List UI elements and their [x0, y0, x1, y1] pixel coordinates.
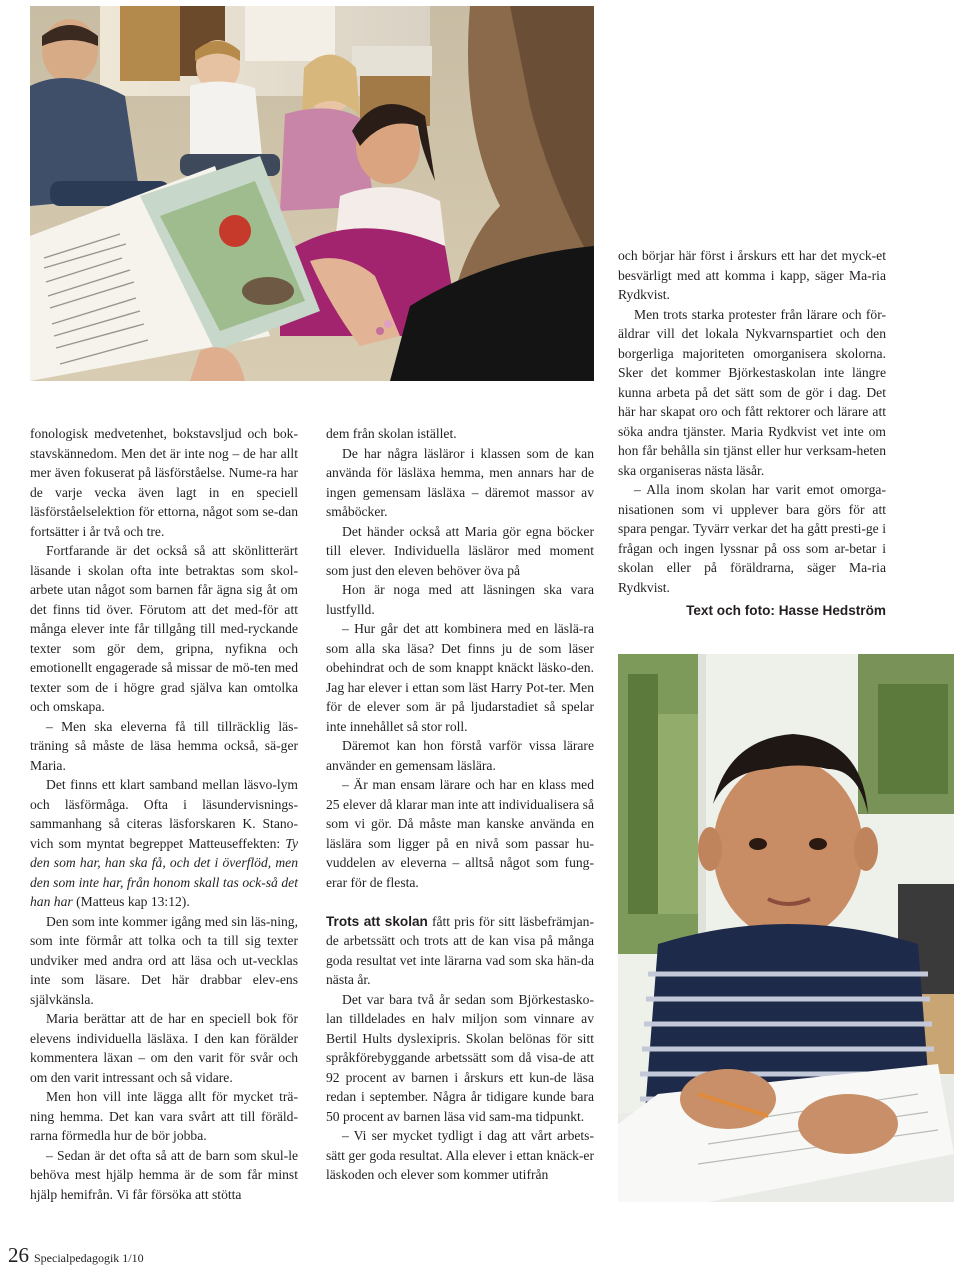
paragraph: – Men ska eleverna få till tillräcklig läs-träning så måste de läsa hemma också, sä-ger Maria.: [30, 718, 298, 773]
classroom-reading-illustration: [30, 6, 594, 381]
paragraph: Det händer också att Maria gör egna böcker till elever. Individuella läsläror med moment som just den eleven behöver öva på: [326, 523, 594, 578]
paragraph: Maria berättar att de har en speciell bok för elevens individuella läsläxa. I den kan förälder kommentera läxan – om den varit för svår och om den varit intressant och så vidare.: [30, 1011, 298, 1085]
paragraph: Fortfarande är det också så att skönlitterärt läsande i skolan ofta inte betraktas som skol-arbete utan något som barnen får ägna sig åt om det finns tid över. Förutom att det med-för att många elever inte får tillgång till med-ryckande texter som gör dem, gripna, nyfikna och emotionellt engagerade så missar de mö-ten med texter som de i högre grad själva kan omtolka och omskapa.: [30, 543, 298, 714]
paragraph: – Hur går det att kombinera med en läslä-ra som alla ska läsa? Det finns ju de som läser obehindrat och de som knappt knäckt läsko-den. Jag har elever i ettan som läst Harry Pot-ter. Men för de elever som är på ljudarstadiet så spelar inte innehållet så stor roll.: [326, 621, 594, 734]
text-column-1: [30, 424, 298, 1204]
paragraph-part: Det finns ett klart samband mellan läsvo-lym och läsförmåga. Ofta i läsundervisnings-sammanhang så citeras läsforskaren K. Stano-vich som myntat begreppet Matteuseffekten:: [30, 777, 298, 851]
paragraph: – Är man ensam lärare och har en klass med 25 elever då klarar man inte att individualisera så som vi gör. Då måste man kanske använda en läslära som ligger på en nivå som passar hu-vuddelen av eleverna – alltså något som fung-erar för de flesta.: [326, 777, 594, 890]
bible-quote: Ty den som har, han ska få, och det i överflöd, men den som inte har, från honom skall tas ock-så det han har: [30, 835, 298, 909]
bible-reference: (Matteus kap 13:12).: [76, 894, 190, 909]
paragraph: – Alla inom skolan har varit emot omorga-nisationen som vi upplever bara görs för att spara pengar. Tyvärr verkar det ha gått presti-ge i frågan och ingen lyssnar på oss som ar-betar i skolan eller på föräldrarna, säger Ma-ria Rydkvist.: [618, 482, 886, 595]
photo-credit: Text och foto: Hasse Hedström: [686, 603, 886, 618]
boy-writing-photo: [618, 654, 954, 1202]
section-lead: Trots att skolan: [326, 913, 428, 929]
paragraph: Men hon vill inte lägga allt för mycket trä-ning hemma. Det kan vara svårt att till föräld-rarna förmedla hur de bör jobba.: [30, 1089, 298, 1143]
classroom-reading-photo: [30, 6, 594, 381]
paragraph: dem från skolan istället.: [326, 426, 457, 441]
paragraph: – Vi ser mycket tydligt i dag att vårt arbets-sätt ger goda resultat. Alla elever i ettan knäck-er läskoden och elever som kommer utifrån: [326, 1128, 594, 1182]
paragraph: fonologisk medvetenhet, bokstavsljud och bok-stavskännedom. Men det är inte nog – de har allt mer även fokuserat på läsförståelse. Nume-ra har de varje vecka även lagt in en speciell läsförståelselektion för ettorna, något som se-dan fortsätter i år två och tre.: [30, 426, 298, 539]
paragraph: Däremot kan hon förstå varför vissa lärare använder en gemensam läslära.: [326, 738, 594, 773]
paragraph: De har några läsläror i klassen som de kan använda för läsläxa hemma, men annars har de ingen gemensam läsläxa – däremot massor av småböcker.: [326, 445, 594, 519]
paragraph: Den som inte kommer igång med sin läs-ning, som inte förmår att tolka och ta till sig texter undviker med andra ord att läsa och ut-vecklas inte som läsare. Det här drabbar elev-ens självkänsla.: [30, 913, 298, 1007]
paragraph: Hon är noga med att läsningen ska vara lustfylld.: [326, 582, 594, 617]
page-footer: [8, 1243, 144, 1268]
paragraph: [326, 912, 594, 990]
text-column-3: [618, 246, 886, 621]
page-number: 26: [8, 1243, 29, 1267]
paragraph: Det var bara två år sedan som Björkestasko-lan tilldelades en halv miljon som vinnare av Bertil Hults dyslexipris. Skolan belönas för sitt språkförebyggande arbetssätt som då visa-de att 92 procent av barnen i årskurs ett kun-de läsa redan i september. Några år tidigare kunde bara 50 procent av barnen läsa vid sam-ma tidpunkt.: [326, 991, 594, 1124]
magazine-name: Specialpedagogik 1/10: [34, 1251, 144, 1265]
paragraph: [30, 775, 298, 912]
paragraph-part: fått pris för sitt läsbefrämjan-de arbetssätt och trots att de kan visa på många goda resultat vet inte lärarna vad som ska hän-da nästa år.: [326, 913, 595, 987]
paragraph: – Sedan är det ofta så att de barn som skul-le behöva mest hjälp hemma är de som får minst hjälp hemifrån. Vi får försöka att stötta: [30, 1147, 298, 1202]
paragraph: och börjar här först i årskurs ett har det myck-et besvärligt med att komma i kapp, säger Ma-ria Rydkvist.: [618, 248, 886, 302]
boy-writing-illustration: [618, 654, 954, 1202]
text-column-2: [326, 424, 594, 1185]
paragraph: Men trots starka protester från lärare och för-äldrar vill det lokala Nykvarnspartiet och den borgerliga majoriteten omorganisera skolorna. Sker det kommer Björkestaskolan inte längre kunna arbeta på det sätt som de gör i dag. Det här har skapat oro och fått rektorer och lärare att söka andra tjänster. Maria Rydkvist vet inte om hon får behålla sin tjänst eller hur verksam-heten ska organiseras nästa läsår.: [618, 306, 886, 478]
